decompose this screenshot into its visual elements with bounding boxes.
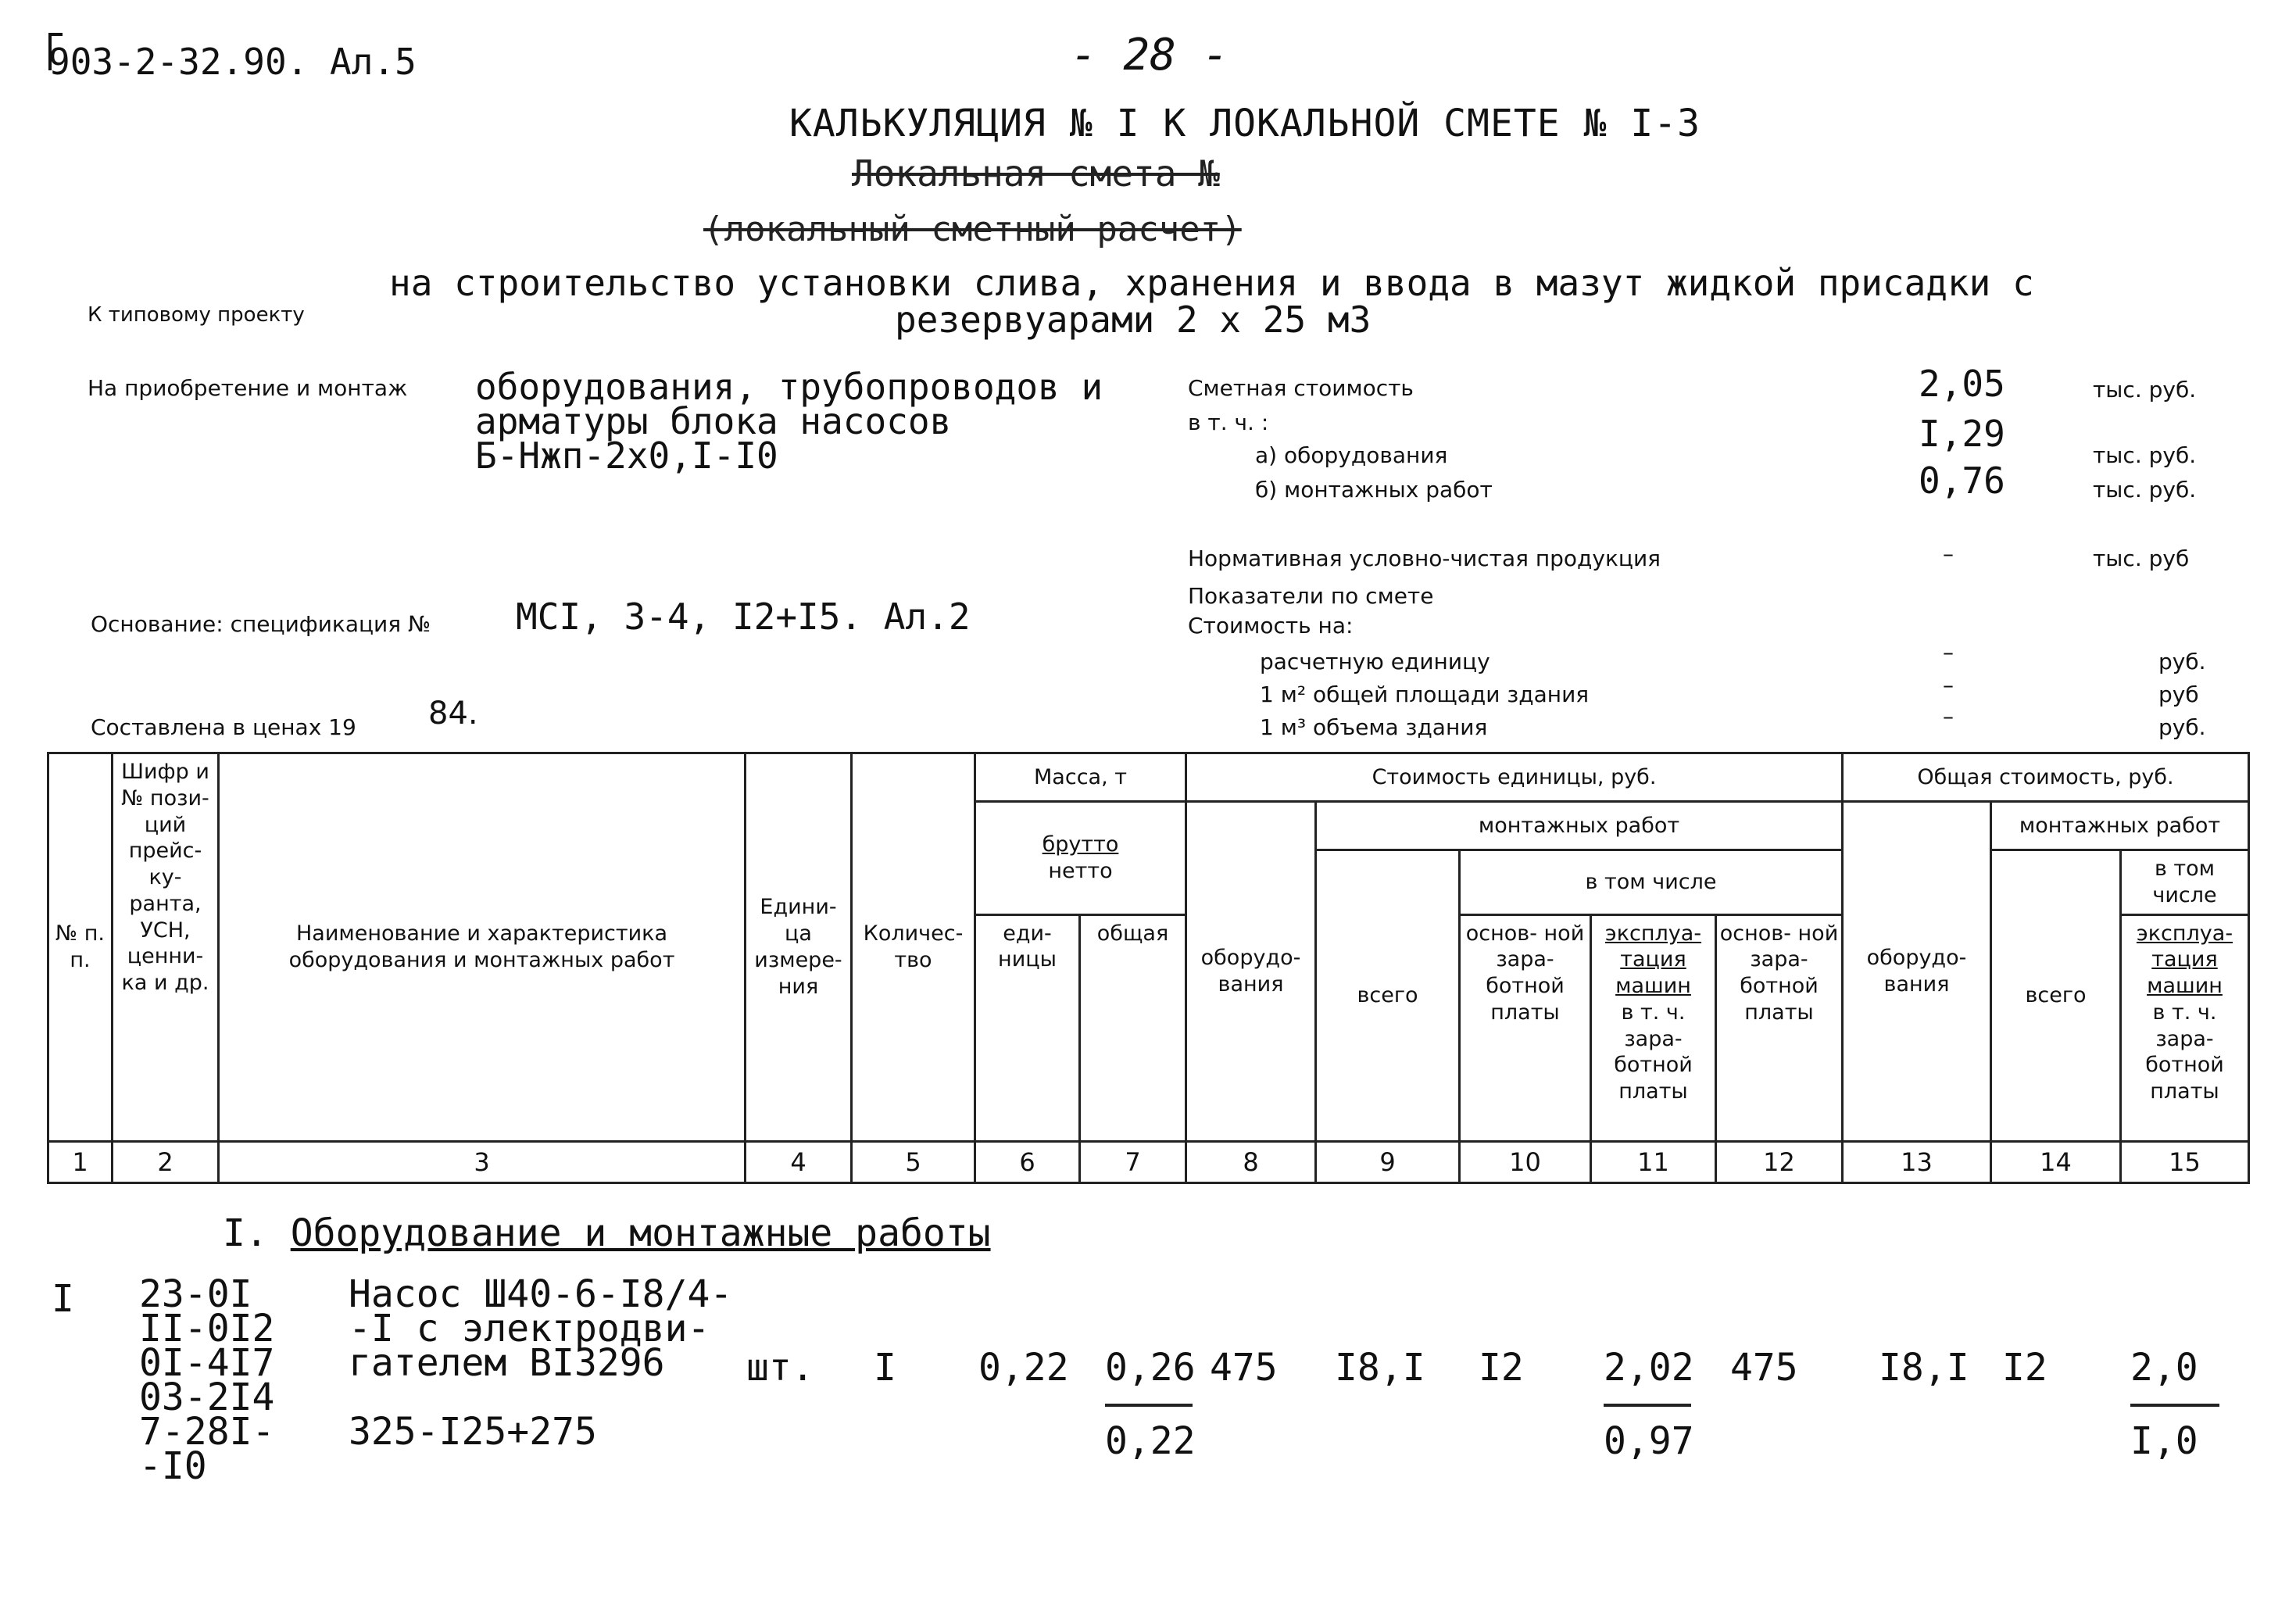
header-brutto: брутто	[1042, 832, 1119, 857]
installation-cost-value: 0,76	[1919, 460, 2005, 502]
col-number: 2	[113, 1141, 219, 1182]
header-unit-cost: Стоимость единицы, руб.	[1186, 753, 1843, 802]
header-brutto-netto	[975, 802, 1186, 915]
col-number: 8	[1186, 1141, 1316, 1182]
estimated-cost-value: 2,05	[1919, 363, 2005, 405]
purchase-value-line1: оборудования, трубопроводов и	[475, 366, 1103, 408]
item-machines-unit-bottom: 0,97	[1604, 1419, 1694, 1463]
struck-title-local-calculation: (локальный сметный расчет)	[703, 209, 1242, 249]
item-machines-total-top: 2,0	[2130, 1346, 2198, 1390]
header-total-machines-wage: в т. ч. зара- ботной платы	[2145, 1000, 2224, 1104]
normative-unit: тыс. руб	[2093, 546, 2190, 571]
header-total-base-wage: основ- ной зара- ботной платы	[1716, 914, 1843, 1141]
project-label: К типовому проекту	[88, 303, 305, 327]
indicators-label: Показатели по смете	[1188, 583, 1434, 609]
col-number: 11	[1591, 1141, 1716, 1182]
col-number: 3	[219, 1141, 746, 1182]
item-base-wage-total: I2	[2002, 1346, 2047, 1390]
header-unit-incl: в том числе	[1460, 850, 1843, 915]
unit3-value: –	[1943, 703, 1954, 729]
unit3-label: 1 м³ объема здания	[1260, 714, 1488, 740]
item-equipment-unit-cost: 475	[1210, 1346, 1278, 1390]
item-mass-unit: 0,22	[978, 1346, 1069, 1390]
item-num: I	[52, 1277, 74, 1321]
construction-object-line1: на строительство установки слива, хранения и ввода в мазут жидкой присадки с	[389, 262, 2034, 304]
item-name-line: -I с электродви-	[349, 1307, 710, 1350]
estimate-table-header	[47, 752, 2250, 1184]
item-machines-total-bottom: I,0	[2130, 1419, 2198, 1463]
unit3-unit: руб.	[2158, 714, 2206, 740]
item-quantity: I	[874, 1346, 896, 1390]
item-code-line: -I0	[139, 1444, 207, 1488]
construction-object-line2: резервуарами 2 х 25 м3	[895, 299, 1372, 341]
fraction-line	[2130, 1404, 2219, 1407]
header-unit-equipment: оборудо- вания	[1186, 802, 1316, 1142]
equipment-cost-unit: тыс. руб.	[2093, 442, 2197, 468]
item-code-line: 23-0I	[139, 1272, 252, 1316]
item-code-line: 7-28I-	[139, 1410, 275, 1454]
page-number: - 28 -	[1071, 30, 1229, 80]
header-unit: Едини- ца измере- ния	[746, 753, 852, 1142]
unit2-unit: руб	[2158, 682, 2199, 707]
col-number: 14	[1991, 1141, 2121, 1182]
installation-cost-unit: тыс. руб.	[2093, 477, 2197, 503]
item-code-line: II-0I2	[139, 1307, 275, 1350]
normative-label: Нормативная условно-чистая продукция	[1188, 546, 1661, 571]
col-number: 5	[852, 1141, 975, 1182]
including-label: в т. ч. :	[1188, 410, 1269, 435]
item-install-total: I8,I	[1879, 1346, 1969, 1390]
fraction-line	[1105, 1404, 1193, 1407]
fraction-line	[1604, 1404, 1691, 1407]
section-name: Оборудование и монтажные работы	[290, 1211, 991, 1255]
col-number: 7	[1080, 1141, 1186, 1182]
prices-year: 84.	[428, 696, 478, 732]
col-number: 1	[48, 1141, 113, 1182]
equipment-cost-label: а) оборудования	[1255, 442, 1448, 468]
struck-title-local-estimate: Локальная смета №	[852, 152, 1220, 195]
header-name: Наименование и характеристика оборудования и монтажных работ	[219, 753, 746, 1142]
item-equipment-total: 475	[1730, 1346, 1798, 1390]
basis-label: Основание: спецификация №	[91, 611, 431, 637]
item-name-line: гателем ВI3296	[349, 1341, 665, 1385]
item-mass-total-top: 0,26	[1105, 1346, 1196, 1390]
header-total-equipment: оборудо- вания	[1843, 802, 1991, 1142]
header-unit-machines-wage: в т. ч. зара- ботной платы	[1614, 1000, 1693, 1104]
document-code: 903-2-32.90. Ал.5	[48, 41, 417, 83]
header-total-install-total: всего	[1991, 850, 2121, 1142]
item-name-line: Насос Ш40-6-I8/4-	[349, 1272, 733, 1316]
prices-label: Составлена в ценах 19	[91, 714, 356, 740]
item-install-unit-total: I8,I	[1335, 1346, 1425, 1390]
item-unit: шт.	[746, 1346, 814, 1390]
header-total-machines	[2121, 914, 2249, 1141]
col-number: 13	[1843, 1141, 1991, 1182]
item-base-wage-unit: I2	[1479, 1346, 1524, 1390]
header-quantity: Количес- тво	[852, 753, 975, 1142]
normative-value: –	[1943, 541, 1954, 567]
estimated-cost-unit: тыс. руб.	[2093, 377, 2197, 402]
header-mass: Масса, т	[975, 753, 1186, 802]
header-code: Шифр и № пози- ций прейс- ку- ранта, УСН, ценни- ка и др.	[113, 753, 219, 1142]
section-number: I.	[223, 1211, 268, 1255]
unit2-value: –	[1943, 672, 1954, 698]
purchase-value-line2: арматуры блока насосов	[475, 400, 952, 442]
purchase-label: На приобретение и монтаж	[88, 375, 408, 401]
col-number: 15	[2121, 1141, 2249, 1182]
header-unit-install-total: всего	[1316, 850, 1460, 1142]
header-num: № п. п.	[48, 753, 113, 1142]
col-number: 4	[746, 1141, 852, 1182]
col-number: 9	[1316, 1141, 1460, 1182]
header-total-incl: в том числе	[2121, 850, 2249, 915]
purchase-value-line3: Б-Нжп-2х0,I-I0	[475, 435, 778, 477]
header-netto: нетто	[1048, 858, 1113, 883]
col-number: 10	[1460, 1141, 1591, 1182]
header-unit-machines-label: эксплуа- тация машин	[1604, 921, 1702, 998]
section-title	[223, 1211, 991, 1255]
unit1-unit: руб.	[2158, 649, 2206, 674]
calculation-title: КАЛЬКУЛЯЦИЯ № I К ЛОКАЛЬНОЙ СМЕТЕ № I-3	[789, 102, 1701, 145]
item-code-line: 0I-4I7	[139, 1341, 275, 1385]
unit1-label: расчетную единицу	[1260, 649, 1490, 674]
item-machines-unit-top: 2,02	[1604, 1346, 1694, 1390]
header-total-machines-label: эксплуа- тация машин	[2136, 921, 2233, 998]
basis-value: МСI, 3-4, I2+I5. Ал.2	[516, 596, 971, 638]
header-total-install: монтажных работ	[1991, 802, 2249, 850]
header-unit-base-wage: основ- ной зара- ботной платы	[1460, 914, 1591, 1141]
item-name-line: 325-I25+275	[349, 1410, 597, 1454]
item-code	[139, 1272, 275, 1488]
installation-cost-label: б) монтажных работ	[1255, 477, 1493, 503]
equipment-cost-value: I,29	[1919, 413, 2005, 455]
cost-per-label: Стоимость на:	[1188, 613, 1354, 639]
header-mass-unit: еди- ницы	[975, 914, 1080, 1141]
header-total-cost: Общая стоимость, руб.	[1843, 753, 2249, 802]
col-number: 12	[1716, 1141, 1843, 1182]
header-mass-total: общая	[1080, 914, 1186, 1141]
unit2-label: 1 м² общей площади здания	[1260, 682, 1590, 707]
item-name	[349, 1272, 733, 1454]
col-number: 6	[975, 1141, 1080, 1182]
header-unit-install: монтажных работ	[1316, 802, 1843, 850]
header-unit-machines	[1591, 914, 1716, 1141]
estimated-cost-label: Сметная стоимость	[1188, 375, 1414, 401]
unit1-value: –	[1943, 639, 1954, 665]
item-mass-total-bottom: 0,22	[1105, 1419, 1196, 1463]
item-code-line: 03-2I4	[139, 1376, 275, 1419]
